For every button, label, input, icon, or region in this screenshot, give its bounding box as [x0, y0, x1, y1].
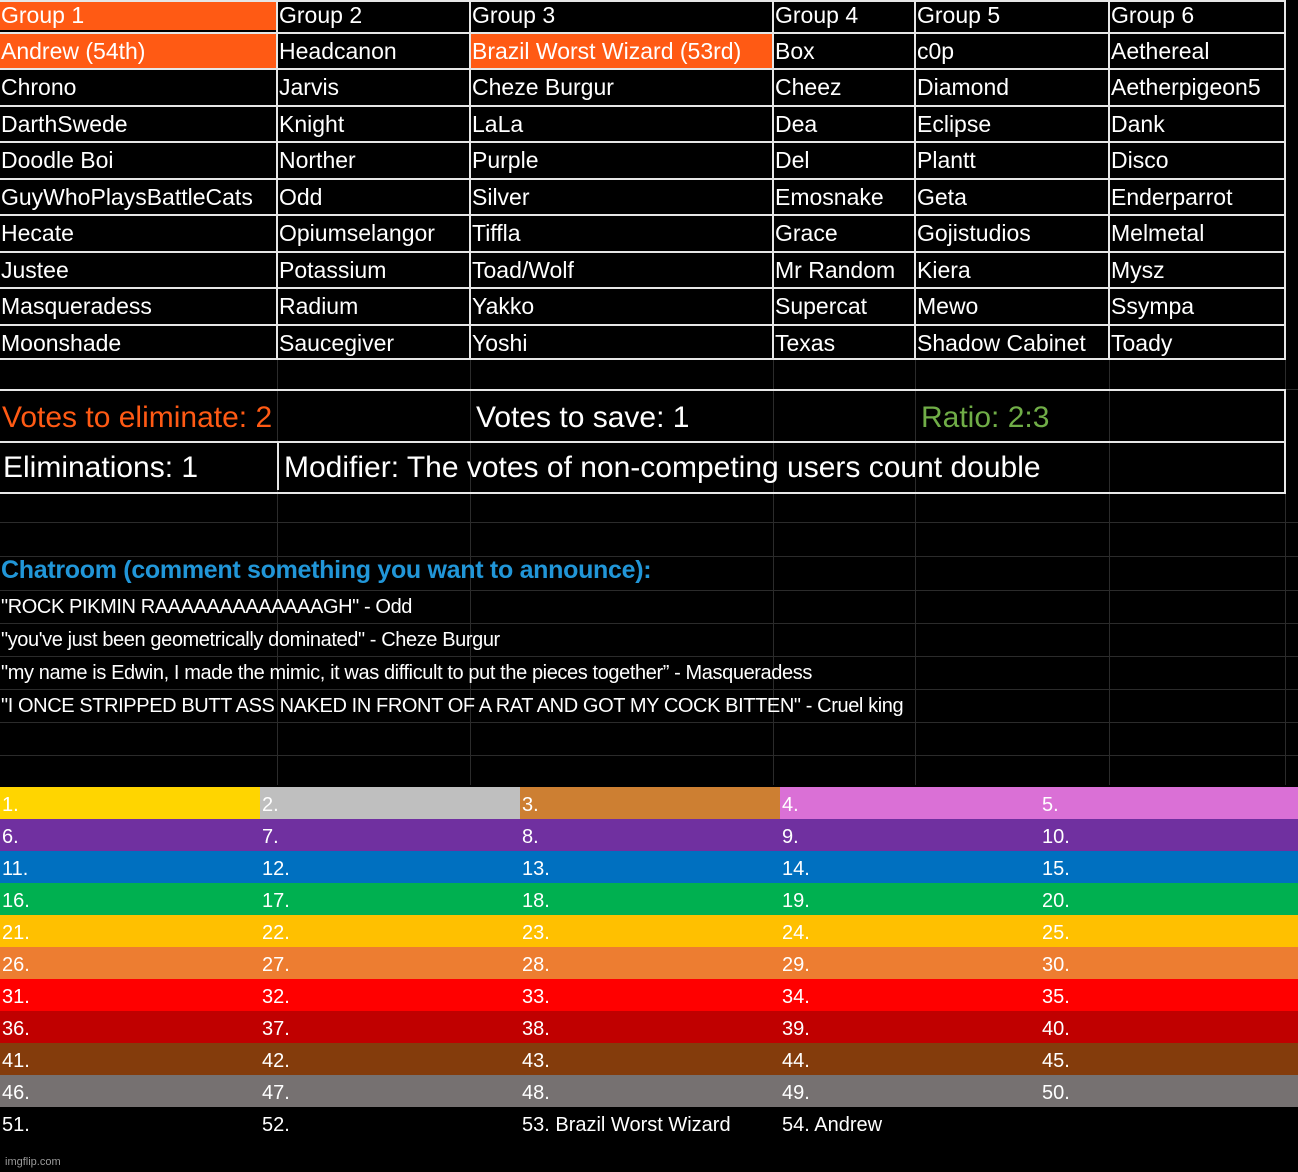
- group-member: c0p: [917, 38, 955, 64]
- rank-cell: 17.: [262, 890, 290, 912]
- rank-cell: 21.: [2, 922, 30, 944]
- gridline: [0, 623, 1298, 624]
- rank-cell: 14.: [782, 858, 810, 880]
- group-header: Group 3: [472, 2, 556, 28]
- group-header: Group 6: [1111, 2, 1195, 28]
- group-member: Melmetal: [1111, 220, 1205, 246]
- table-border: [0, 324, 1286, 326]
- rank-cell: 13.: [522, 858, 550, 880]
- group-member: Toady: [1111, 330, 1173, 356]
- group-member: Tiffla: [472, 220, 521, 246]
- group-member: Aetherpigeon5: [1111, 74, 1261, 100]
- group-member: Dea: [775, 111, 818, 137]
- rank-cell: 51.: [2, 1114, 30, 1136]
- group-member: Cheze Burgur: [472, 74, 614, 100]
- group-member: Moonshade: [1, 330, 122, 356]
- group-member: GuyWhoPlaysBattleCats: [1, 184, 253, 210]
- table-border: [0, 68, 1286, 70]
- table-border: [0, 214, 1286, 216]
- group-member: Chrono: [1, 74, 77, 100]
- group-member: Kiera: [917, 257, 971, 283]
- group-member: Justee: [1, 257, 69, 283]
- group-member: Hecate: [1, 220, 74, 246]
- group-header: Group 4: [775, 2, 859, 28]
- table-border: [0, 0, 1286, 2]
- group-member: LaLa: [472, 111, 524, 137]
- rank-cell: 30.: [1042, 954, 1070, 976]
- rank-cell: 34.: [782, 986, 810, 1008]
- group-member: Andrew (54th): [0, 33, 277, 69]
- rank-cell: 10.: [1042, 826, 1070, 848]
- group-member: Doodle Boi: [1, 147, 114, 173]
- group-member: Aethereal: [1111, 38, 1210, 64]
- table-border: [0, 178, 1286, 180]
- table-border: [0, 105, 1286, 107]
- gridline: [0, 522, 1298, 523]
- gridline: [0, 689, 1298, 690]
- group-member: Enderparrot: [1111, 184, 1233, 210]
- rank-cell: 15.: [1042, 858, 1070, 880]
- rank-row: [0, 915, 1298, 947]
- chat-message: "my name is Edwin, I made the mimic, it was difficult to put the pieces together” - Masqueradess: [1, 662, 812, 684]
- rank-cell: 5.: [1040, 787, 1298, 819]
- rank-cell: 37.: [262, 1018, 290, 1040]
- modifier: Modifier: The votes of non-competing users count double: [284, 451, 1041, 484]
- group-member: Shadow Cabinet: [917, 330, 1086, 356]
- table-border: [0, 141, 1286, 143]
- group-member: Toad/Wolf: [472, 257, 574, 283]
- rank-row: [0, 947, 1298, 979]
- gridline: [0, 656, 1298, 657]
- rank-cell: 31.: [2, 986, 30, 1008]
- eliminations: Eliminations: 1: [3, 451, 199, 484]
- stats-box-divider: [0, 441, 1285, 443]
- group-member: Norther: [279, 147, 356, 173]
- group-member: Grace: [775, 220, 838, 246]
- group-member: Eclipse: [917, 111, 992, 137]
- rank-row: [0, 1107, 1298, 1139]
- rank-row: [0, 787, 1298, 819]
- rank-cell: 9.: [782, 826, 799, 848]
- rank-cell: 4.: [780, 787, 1040, 819]
- table-border: [1108, 0, 1110, 360]
- rank-cell: 44.: [782, 1050, 810, 1072]
- chatroom-title: Chatroom (comment something you want to announce):: [1, 556, 652, 584]
- table-border: [276, 0, 278, 360]
- group-member: Headcanon: [279, 38, 397, 64]
- rank-cell: 41.: [2, 1050, 30, 1072]
- gridline: [0, 590, 1298, 591]
- group-member: Yakko: [472, 293, 535, 319]
- chat-message: "I ONCE STRIPPED BUTT ASS NAKED IN FRONT OF A RAT AND GOT MY COCK BITTEN" - Cruel king: [1, 695, 904, 717]
- group-member: Purple: [472, 147, 539, 173]
- rank-row: [0, 883, 1298, 915]
- group-member: Geta: [917, 184, 967, 210]
- group-member: Supercat: [775, 293, 868, 319]
- rank-cell: 28.: [522, 954, 550, 976]
- rank-cell: 2.: [260, 787, 520, 819]
- rank-row: [0, 979, 1298, 1011]
- rank-cell: 36.: [2, 1018, 30, 1040]
- table-border: [0, 287, 1286, 289]
- rank-row: [0, 1011, 1298, 1043]
- rank-cell: 54. Andrew: [782, 1114, 883, 1136]
- group-member: Odd: [279, 184, 323, 210]
- group-member: Del: [775, 147, 810, 173]
- table-border: [1284, 0, 1286, 360]
- group-member: Masqueradess: [1, 293, 152, 319]
- rank-cell: 53. Brazil Worst Wizard: [522, 1114, 731, 1136]
- group-member: Emosnake: [775, 184, 884, 210]
- group-member: Mewo: [917, 293, 979, 319]
- rank-cell: 1.: [0, 787, 260, 819]
- rank-cell: 48.: [522, 1082, 550, 1104]
- group-member: Knight: [279, 111, 345, 137]
- rank-cell: 42.: [262, 1050, 290, 1072]
- table-border: [914, 0, 916, 360]
- group-member: Potassium: [279, 257, 387, 283]
- rank-row: [0, 819, 1298, 851]
- rank-cell: 27.: [262, 954, 290, 976]
- group-member: Box: [775, 38, 815, 64]
- group-member: Dank: [1111, 111, 1165, 137]
- group-member: Ssympa: [1111, 293, 1195, 319]
- group-member: Yoshi: [472, 330, 528, 356]
- votes-save: Votes to save: 1: [476, 401, 690, 434]
- group-member: Opiumselangor: [279, 220, 435, 246]
- votes-eliminate: Votes to eliminate: 2: [2, 401, 273, 434]
- rank-cell: 33.: [522, 986, 550, 1008]
- chat-message: "you've just been geometrically dominated" - Cheze Burgur: [1, 629, 500, 651]
- table-border: [0, 358, 1286, 360]
- group-member: Texas: [775, 330, 836, 356]
- ratio: Ratio: 2:3: [921, 401, 1050, 434]
- group-header: Group 2: [279, 2, 363, 28]
- rank-cell: 26.: [2, 954, 30, 976]
- table-border: [469, 0, 471, 360]
- group-member: Gojistudios: [917, 220, 1031, 246]
- rank-cell: 49.: [782, 1082, 810, 1104]
- rank-row: [0, 851, 1298, 883]
- group-member: Jarvis: [279, 74, 340, 100]
- rank-cell: 35.: [1042, 986, 1070, 1008]
- group-member: Mysz: [1111, 257, 1165, 283]
- rank-cell: 38.: [522, 1018, 550, 1040]
- group-member: Silver: [472, 184, 530, 210]
- rank-row: [0, 1075, 1298, 1107]
- rank-cell: 46.: [2, 1082, 30, 1104]
- rank-cell: 40.: [1042, 1018, 1070, 1040]
- rank-cell: 24.: [782, 922, 810, 944]
- group-header: Group 5: [917, 2, 1001, 28]
- rank-cell: 12.: [262, 858, 290, 880]
- rank-cell: 8.: [522, 826, 539, 848]
- rank-cell: 47.: [262, 1082, 290, 1104]
- rank-cell: 3.: [520, 787, 780, 819]
- group-member: Plantt: [917, 147, 976, 173]
- rank-row: [0, 1043, 1298, 1075]
- table-border: [772, 0, 774, 360]
- rank-cell: 45.: [1042, 1050, 1070, 1072]
- rank-cell: [1040, 1107, 1298, 1139]
- rank-cell: 20.: [1042, 890, 1070, 912]
- rank-cell: 18.: [522, 890, 550, 912]
- rank-cell: 32.: [262, 986, 290, 1008]
- rank-cell: 11.: [2, 858, 29, 880]
- group-member: Cheez: [775, 74, 842, 100]
- rank-cell: 22.: [262, 922, 290, 944]
- group-member: Disco: [1111, 147, 1169, 173]
- stats-divider-vertical: [277, 443, 279, 490]
- group-member: Radium: [279, 293, 359, 319]
- group-member: Mr Random: [775, 257, 896, 283]
- rank-cell: 16.: [2, 890, 30, 912]
- gridline: [0, 755, 1298, 756]
- rank-cell: 25.: [1042, 922, 1070, 944]
- group-member: Brazil Worst Wizard (53rd): [471, 33, 773, 69]
- rank-cell: 6.: [2, 826, 19, 848]
- rank-cell: 43.: [522, 1050, 550, 1072]
- table-border: [0, 32, 1286, 34]
- group-header: Group 1: [0, 0, 277, 30]
- table-border: [0, 251, 1286, 253]
- gridline: [0, 722, 1298, 723]
- chat-message: "ROCK PIKMIN RAAAAAAAAAAAAAGH" - Odd: [1, 596, 413, 618]
- watermark: imgflip.com: [5, 1156, 61, 1168]
- group-member: Saucegiver: [279, 330, 395, 356]
- rank-cell: 52.: [262, 1114, 290, 1136]
- group-member: Diamond: [917, 74, 1010, 100]
- rank-cell: 29.: [782, 954, 810, 976]
- rank-cell: 50.: [1042, 1082, 1070, 1104]
- rank-cell: 39.: [782, 1018, 810, 1040]
- rank-cell: 19.: [782, 890, 810, 912]
- rank-cell: 7.: [262, 826, 279, 848]
- rank-cell: 23.: [522, 922, 550, 944]
- group-member: DarthSwede: [1, 111, 128, 137]
